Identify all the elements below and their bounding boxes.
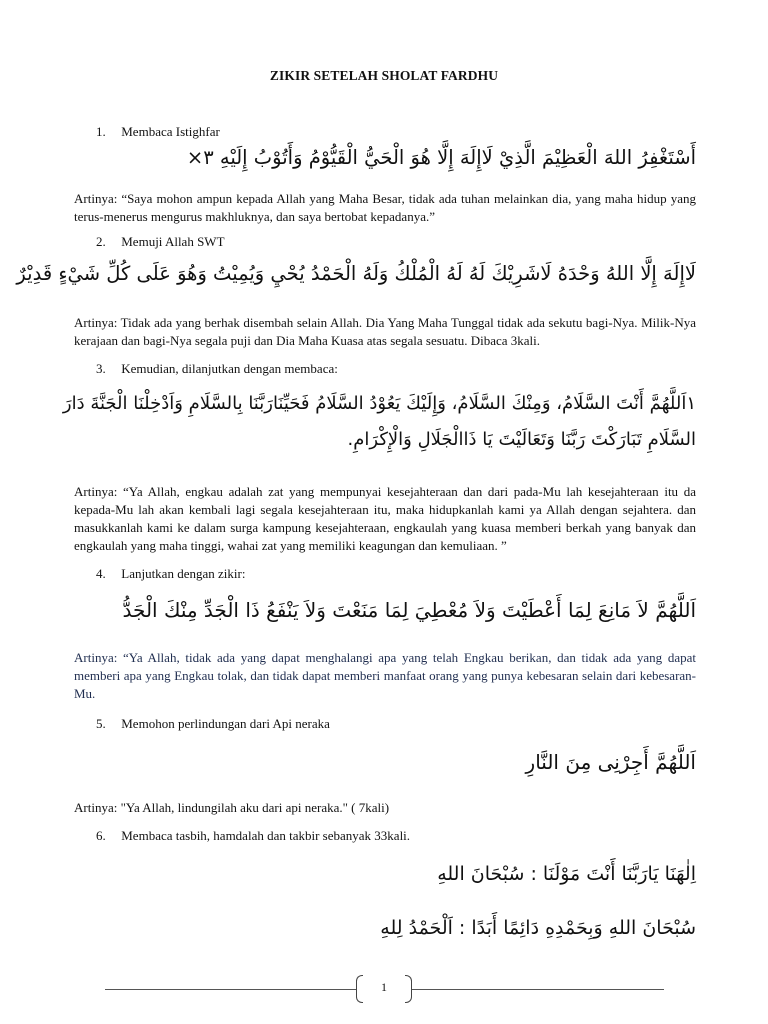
section-title: Lanjutkan dengan zikir:	[121, 566, 246, 581]
section-6-heading	[96, 828, 410, 844]
arabic-text: ١اَللَّهُمَّ أَنْتَ السَّلَامُ، وَمِنْكَ السَّلَامُ، وَإِلَيْكَ يَعُوْدُ السَّلَامُ فَحَيِّنَارَبَّنَا بِالسَّلَامِ وَاَدْخِلْنَا الْجَنَّةَ دَارَ	[62, 393, 696, 414]
page-number-box	[356, 975, 412, 1001]
arabic-text: اِلٰهَنَا يَارَبَّنَا أَنْتَ مَوْلَنَا : سُبْحَانَ اللهِ	[437, 863, 696, 885]
footer-rule-left	[105, 989, 356, 990]
translation-text: Artinya: “Ya Allah, tidak ada yang dapat menghalangi apa yang telah Engkau berikan, dan tidak ada yang dapat memberi apa yang Engkau tolak, dan tidak dapat memberi manfaat orang yang punya kebesaran selain dari kebesaran-Mu.	[74, 650, 696, 701]
translation-text: Artinya: “Saya mohon ampun kepada Allah yang Maha Besar, tidak ada tuhan melainkan dia, yang maha hidup yang terus-menerus mengurus makhluknya, dan saya bertobat kepadanya.”	[74, 191, 696, 224]
section-number: 4.	[96, 566, 106, 581]
arabic-text: السَّلَامِ تَبَارَكْتَ رَبَّنَا وَتَعَالَيْتَ يَا ذَاالْجَلَالِ وَالْإِكْرَامِ.	[347, 429, 696, 450]
section-5-heading	[96, 716, 330, 732]
page-title: ZIKIR SETELAH SHOLAT FARDHU	[269, 68, 499, 83]
section-title: Memuji Allah SWT	[121, 234, 225, 249]
section-number: 1.	[96, 124, 106, 139]
section-3-heading	[96, 361, 338, 377]
section-4-heading	[96, 566, 245, 582]
section-title: Membaca tasbih, hamdalah dan takbir sebanyak 33kali.	[121, 828, 411, 843]
translation-text: Artinya: "Ya Allah, lindungilah aku dari api neraka." ( 7kali)	[74, 800, 390, 815]
section-2-heading	[96, 234, 225, 250]
arabic-text: سُبْحَانَ اللهِ وَبِحَمْدِهِ دَائِمًا أَبَدًا : اَلْحَمْدُ لِلهِ	[380, 917, 696, 939]
arabic-text: اَللَّهُمَّ لاَ مَانِعَ لِمَا أَعْطَيْتَ وَلاَ مُعْطِيَ لِمَا مَنَعْتَ وَلاَ يَنْفَعُ ذَا الْجَدِّ مِنْكَ الْجَدُّ	[122, 598, 696, 622]
section-title: Membaca Istighfar	[121, 124, 220, 139]
section-number: 2.	[96, 234, 106, 249]
section-number: 3.	[96, 361, 106, 376]
arabic-text: لَاإِلَهَ إِلَّا اللهُ وَحْدَهُ لَاشَرِيْكَ لَهُ لَهُ الْمُلْكُ وَلَهُ الْحَمْدُ يُحْيِ وَيُمِيْتُ وَهُوَ عَلَى كُلِّ شَيْءٍ قَدِيْرٌ	[16, 262, 696, 285]
translation-text: Artinya: Tidak ada yang berhak disembah selain Allah. Dia Yang Maha Tunggal tidak ada sekutu bagi-Nya. Milik-Nya kerajaan dan bagi-Nya segala puji dan Dia Maha Kuasa atas segala sesuatu. Dibaca 3kali.	[74, 315, 696, 348]
section-title: Kemudian, dilanjutkan dengan membaca:	[121, 361, 338, 376]
page-number: 1	[381, 980, 387, 994]
section-number: 5.	[96, 716, 106, 731]
section-title: Memohon perlindungan dari Api neraka	[121, 716, 330, 731]
arabic-text: اَللَّهُمَّ أَجِرْنِى مِنَ النَّارِ	[525, 750, 696, 774]
section-number: 6.	[96, 828, 106, 843]
translation-text: Artinya: “Ya Allah, engkau adalah zat yang mempunyai kesejahteraan dan dari pada-Mu lah kesejahteraan itu da kepada-Mu lah akan kembali lagi segala kesejahteraan itu, maka hidupkanlah kami ya Allah dengan sejahtera. dan masukkanlah kami ke dalam surga kampung kesejahteraan, engkaulah yang kuasa memberi berkah yang banyak dan engkaulah yang maha tinggi, wahai zat yang memiliki keagungan dan kemuliaan. ”	[74, 484, 696, 553]
footer-rule-right	[412, 989, 664, 990]
arabic-text: أَسْتَغْفِرُ اللهَ الْعَظِيْمَ الَّذِيْ لَاإِلَهَ إِلَّا هُوَ الْحَيُّ الْقَيُّوْمُ وَأَتُوْبُ إِلَيْهِ ٣×	[186, 146, 696, 169]
